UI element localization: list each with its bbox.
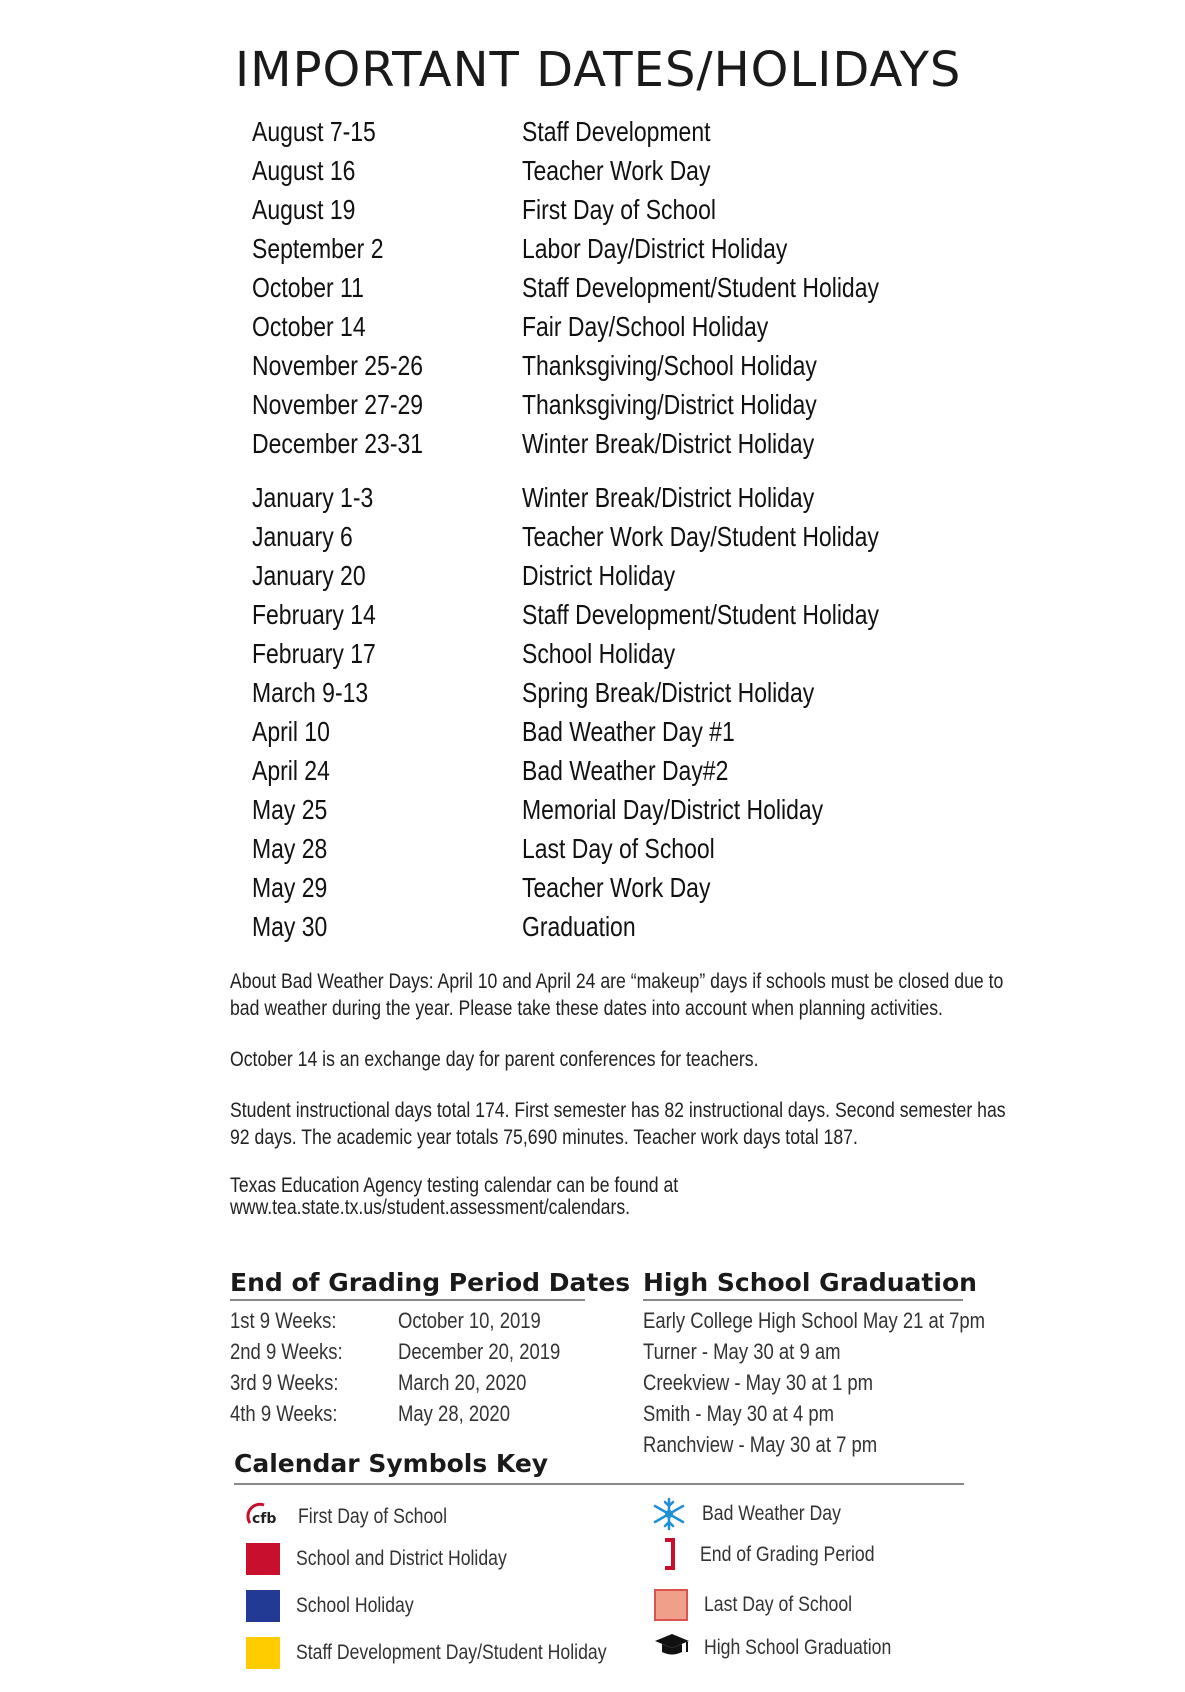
event-cell: Teacher Work Day/Student Holiday [522,521,879,552]
salmon-swatch-icon [654,1589,688,1621]
semester-gap [252,463,952,478]
graduation-line-text: Ranchview - May 30 at 7 pm [643,1432,878,1457]
event-cell: Winter Break/District Holiday [522,482,815,513]
event-cell: First Day of School [522,194,716,225]
grading-row [230,1336,585,1367]
bracket-svg [660,1537,680,1571]
cfb-logo-icon [244,1499,288,1535]
key-hs-graduation [652,1630,927,1666]
key-staff-dev [246,1635,666,1671]
date-cell: May 29 [252,872,328,903]
key-divider [234,1483,964,1485]
event-cell: Staff Development/Student Holiday [522,599,879,630]
event-cell: Bad Weather Day #1 [522,716,735,747]
key-bad-weather-label: Bad Weather Day [701,1502,841,1526]
event-cell: Bad Weather Day#2 [522,755,729,786]
event-cell: Staff Development [522,116,711,147]
key-first-day-label: First Day of School [297,1505,447,1529]
page-title: IMPORTANT DATES/HOLIDAYS [235,42,962,98]
date-row [252,229,952,268]
date-cell: January 1-3 [252,482,374,513]
date-row [252,712,952,751]
date-row [252,829,952,868]
date-row [252,907,952,946]
graduation-line-text: Early College High School May 21 at 7pm [643,1308,986,1333]
grading-title: End of Grading Period Dates [230,1268,585,1301]
date-row [252,190,952,229]
date-row [252,424,952,463]
graduation-line-text: Creekview - May 30 at 1 pm [643,1370,874,1395]
event-cell: Teacher Work Day [522,155,711,186]
date-cell: May 30 [252,911,328,942]
event-cell: Graduation [522,911,636,942]
date-row [252,112,952,151]
date-cell: May 25 [252,794,328,825]
date-row [252,268,952,307]
event-cell: Teacher Work Day [522,872,711,903]
date-cell: April 10 [252,716,330,747]
key-school-holiday [246,1588,436,1624]
event-cell: District Holiday [522,560,676,591]
cfb-logo-text: cfb [252,1511,277,1528]
event-cell: Winter Break/District Holiday [522,428,815,459]
grading-label: 4th 9 Weeks: [230,1401,338,1426]
bad-weather-note: About Bad Weather Days: April 10 and April 24 are “makeup” days if schools must be closed due to bad weather during the year. Please take these dates into account when planning activities. [230,970,1004,1020]
event-cell: Labor Day/District Holiday [522,233,788,264]
date-cell: February 14 [252,599,376,630]
yellow-swatch-icon [246,1637,280,1669]
totals-note: Student instructional days total 174. First semester has 82 instructional days. Second semester has 92 days. The academic year totals 75,690 minutes. Teacher work days total 187. [230,1099,1006,1149]
key-title: Calendar Symbols Key [234,1449,549,1478]
date-cell: August 19 [252,194,356,225]
blue-swatch-icon [246,1590,280,1622]
tea-note-line1: Texas Education Agency testing calendar can be found at [230,1174,679,1197]
graduation-line [643,1305,986,1336]
snowflake-icon [648,1496,690,1532]
graduation-line-text: Smith - May 30 at 4 pm [643,1401,835,1426]
graduation-lines [643,1305,986,1460]
event-cell: Memorial Day/District Holiday [522,794,824,825]
date-cell: March 9-13 [252,677,369,708]
dates-table [252,112,952,946]
fall-dates [252,112,952,463]
notes-section [230,968,1020,1243]
date-row [252,790,952,829]
event-cell: Staff Development/Student Holiday [522,272,879,303]
key-last-day [654,1587,880,1623]
date-cell: January 6 [252,521,353,552]
graduation-line [643,1398,963,1429]
graduation-line [643,1336,963,1367]
grading-date: December 20, 2019 [398,1339,561,1364]
graduation-line-text: Turner - May 30 at 9 am [643,1339,841,1364]
date-row [252,751,952,790]
red-swatch-icon [246,1543,280,1575]
grading-row [230,1367,585,1398]
graduation-cap-icon [652,1630,692,1666]
date-cell: August 7-15 [252,116,376,147]
key-staff-dev-label: Staff Development Day/Student Holiday [295,1641,607,1665]
date-cell: May 28 [252,833,328,864]
grading-date: May 28, 2020 [398,1401,510,1426]
date-cell: August 16 [252,155,356,186]
date-row [252,634,952,673]
graduation-cap-svg [653,1630,691,1660]
date-cell: October 11 [252,272,364,303]
date-row [252,346,952,385]
date-row [252,478,952,517]
key-last-day-label: Last Day of School [703,1593,852,1617]
graduation-title: High School Graduation [643,1268,963,1301]
spring-dates [252,478,952,946]
date-row [252,517,952,556]
date-cell: October 14 [252,311,366,342]
grading-label: 1st 9 Weeks: [230,1308,337,1333]
date-row [252,673,952,712]
grading-periods [230,1268,631,1429]
tea-note [230,1175,1020,1219]
event-cell: Thanksgiving/District Holiday [522,389,817,420]
date-cell: November 27-29 [252,389,424,420]
key-school-holiday-label: School Holiday [295,1594,414,1618]
key-first-day [244,1499,475,1535]
grading-date: October 10, 2019 [398,1308,541,1333]
key-end-grading-label: End of Grading Period [699,1543,875,1567]
event-cell: Last Day of School [522,833,715,864]
grading-date: March 20, 2020 [398,1370,527,1395]
date-cell: April 24 [252,755,330,786]
key-end-grading [652,1537,908,1573]
grading-row [230,1305,585,1336]
graduation-section [643,1268,986,1460]
date-cell: September 2 [252,233,384,264]
date-cell: February 17 [252,638,376,669]
cfb-logo-svg [244,1499,288,1529]
tea-note-line2: www.tea.state.tx.us/student.assessment/calendars. [230,1196,631,1219]
event-cell: School Holiday [522,638,676,669]
snowflake-svg [649,1496,689,1532]
event-cell: Spring Break/District Holiday [522,677,815,708]
key-school-district-holiday [246,1541,547,1577]
key-bad-weather [648,1496,867,1532]
graduation-line [643,1429,963,1460]
key-school-district-holiday-label: School and District Holiday [295,1547,507,1571]
grading-row [230,1398,585,1429]
exchange-day-note: October 14 is an exchange day for parent conferences for teachers. [230,1048,759,1071]
grading-rows [230,1305,585,1429]
bracket-icon [652,1537,688,1573]
date-row [252,868,952,907]
graduation-line [643,1367,963,1398]
date-cell: November 25-26 [252,350,424,381]
event-cell: Fair Day/School Holiday [522,311,769,342]
date-row [252,556,952,595]
grading-label: 3rd 9 Weeks: [230,1370,339,1395]
date-cell: January 20 [252,560,366,591]
date-cell: December 23-31 [252,428,424,459]
date-row [252,151,952,190]
key-hs-graduation-label: High School Graduation [703,1636,892,1660]
date-row [252,595,952,634]
grading-label: 2nd 9 Weeks: [230,1339,343,1364]
date-row [252,385,952,424]
date-row [252,307,952,346]
event-cell: Thanksgiving/School Holiday [522,350,817,381]
